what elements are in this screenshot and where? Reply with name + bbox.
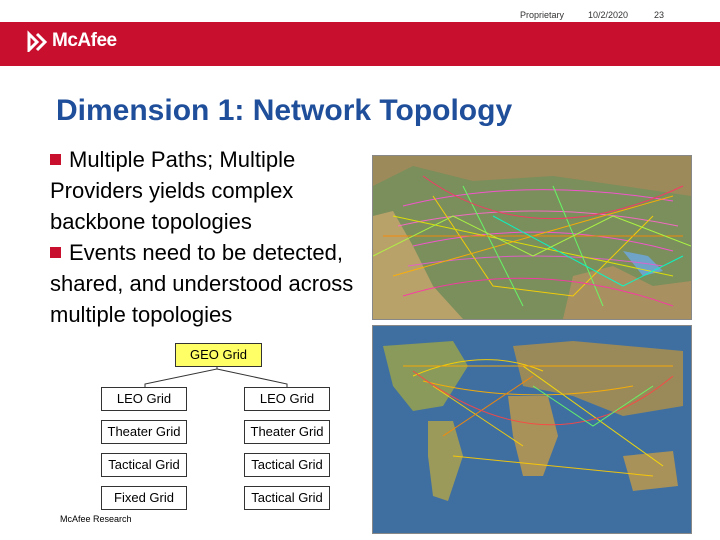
right-grid-box: Tactical Grid	[244, 453, 330, 477]
footer-label: McAfee Research	[60, 514, 132, 524]
bullet-text: Events need to be detected, shared, and understood across multiple topologies	[50, 240, 354, 327]
world-topology-map-image	[373, 326, 691, 533]
us-topology-map-image	[373, 156, 691, 319]
left-grid-box: LEO Grid	[101, 387, 187, 411]
bullet-text: Multiple Paths; Multiple Providers yields complex backbone topologies	[50, 147, 296, 234]
left-grid-box: Tactical Grid	[101, 453, 187, 477]
logo-text: McAfee	[52, 30, 117, 51]
slide-number: 23	[654, 10, 665, 20]
left-grid-box: Fixed Grid	[101, 486, 187, 510]
right-grid-box: Tactical Grid	[244, 486, 330, 510]
right-grid-box: LEO Grid	[244, 387, 330, 411]
date-label: 10/2/2020	[588, 10, 629, 20]
left-grid-box: Theater Grid	[101, 420, 187, 444]
us-topology-map	[372, 155, 692, 320]
classification-label: Proprietary	[520, 10, 565, 20]
geo-grid-box: GEO Grid	[175, 343, 262, 367]
slide-title: Dimension 1: Network Topology	[56, 94, 513, 127]
right-grid-box: Theater Grid	[244, 420, 330, 444]
world-topology-map	[372, 325, 692, 534]
